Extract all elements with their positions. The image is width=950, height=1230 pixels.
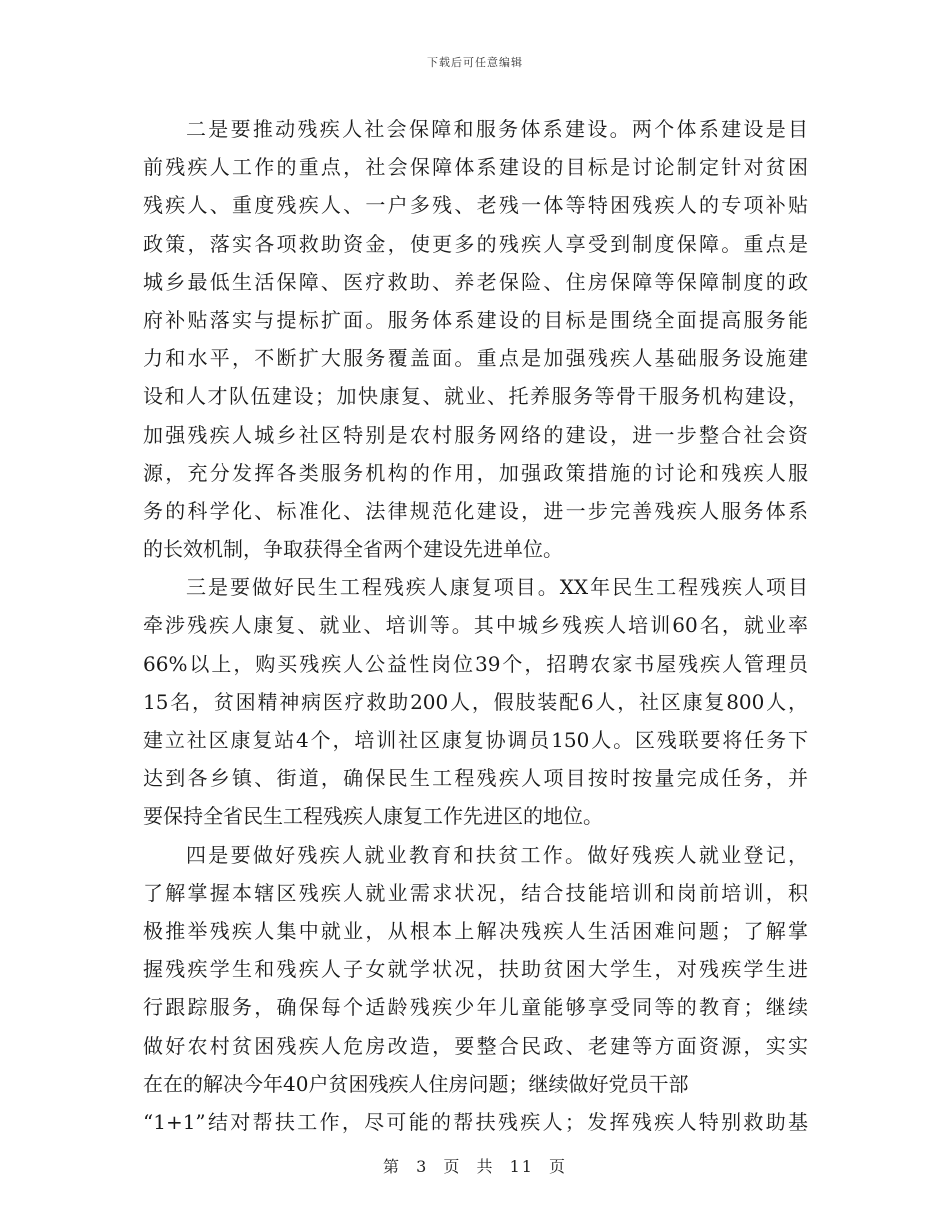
text-line: 府补贴落实与提标扩面。服务体系建设的目标是围绕全面提高服务能 — [143, 307, 808, 332]
document-body — [143, 110, 808, 1141]
text-line: 达到各乡镇、街道，确保民生工程残疾人项目按时按量完成任务，并 — [143, 766, 808, 791]
text-line: 力和水平，不断扩大服务覆盖面。重点是加强残疾人基础服务设施建 — [143, 346, 808, 371]
text-line: 行跟踪服务，确保每个适龄残疾少年儿童能够享受同等的教育；继续 — [143, 995, 808, 1020]
footer-gong: 共 — [476, 1157, 495, 1176]
footer-ye: 页 — [443, 1157, 462, 1176]
text-line: 前残疾人工作的重点，社会保障体系建设的目标是讨论制定针对贫困 — [143, 155, 808, 180]
text-line: 源，充分发挥各类服务机构的作用，加强政策措施的讨论和残疾人服 — [143, 460, 808, 485]
text-line: 建立社区康复站4个，培训社区康复协调员150人。区残联要将任务下 — [143, 728, 808, 752]
text-line: 政策，落实各项救助资金，使更多的残疾人享受到制度保障。重点是 — [143, 231, 808, 256]
footer-di: 第 — [382, 1157, 401, 1176]
text-line: 要保持全省民生工程残疾人康复工作先进区的地位。 — [143, 804, 603, 829]
page-footer — [0, 1154, 950, 1177]
text-line: 极推举残疾人集中就业，从根本上解决残疾人生活困难问题；了解掌 — [143, 918, 808, 943]
text-line: “1+1”结对帮扶工作，尽可能的帮扶残疾人；发挥残疾人特别救助基 — [143, 1109, 808, 1134]
paragraph-3 — [143, 568, 808, 835]
text-line: 握残疾学生和残疾人子女就学状况，扶助贫困大学生，对残疾学生进 — [143, 957, 808, 982]
text-line: 牵涉残疾人康复、就业、培训等。其中城乡残疾人培训60名，就业率 — [143, 613, 808, 638]
text-line: 15名，贫困精神病医疗救助200人，假肢装配6人，社区康复800人， — [143, 689, 808, 714]
text-line: 做好农村贫困残疾人危房改造，要整合民政、老建等方面资源，实实 — [143, 1033, 808, 1058]
header-note: 下载后可任意编辑 — [427, 56, 523, 69]
text-line: 二是要推动残疾人社会保障和服务体系建设。两个体系建设是目 — [186, 117, 808, 141]
text-line: 城乡最低生活保障、医疗救助、养老保险、住房保障等保障制度的政 — [143, 269, 808, 294]
total-pages: 11 — [509, 1157, 534, 1176]
text-line: 加强残疾人城乡社区特别是农村服务网络的建设，进一步整合社会资 — [143, 422, 808, 447]
text-line: 四是要做好残疾人就业教育和扶贫工作。做好残疾人就业登记， — [186, 842, 808, 867]
paragraph-4 — [143, 836, 808, 1142]
text-line: 的长效机制，争取获得全省两个建设先进单位。 — [143, 537, 563, 562]
text-line: 务的科学化、标准化、法律规范化建设，进一步完善残疾人服务体系 — [143, 498, 808, 523]
text-line: 残疾人、重度残疾人、一户多残、老残一体等特困残疾人的专项补贴 — [143, 193, 808, 218]
text-line: 了解掌握本辖区残疾人就业需求状况，结合技能培训和岗前培训，积 — [143, 880, 808, 905]
text-line: 设和人才队伍建设；加快康复、就业、托养服务等骨干服务机构建设， — [143, 384, 808, 409]
page-number: 3 — [416, 1157, 429, 1176]
text-line: 三是要做好民生工程残疾人康复项目。XX年民生工程残疾人项目 — [186, 575, 808, 600]
text-line: 在在的解决今年40户贫困残疾人住房问题；继续做好党员干部 — [143, 1071, 689, 1096]
paragraph-2 — [143, 110, 808, 568]
footer-ye2: 页 — [549, 1157, 568, 1176]
text-line: 66%以上，购买残疾人公益性岗位39个，招聘农家书屋残疾人管理员 — [143, 651, 808, 676]
